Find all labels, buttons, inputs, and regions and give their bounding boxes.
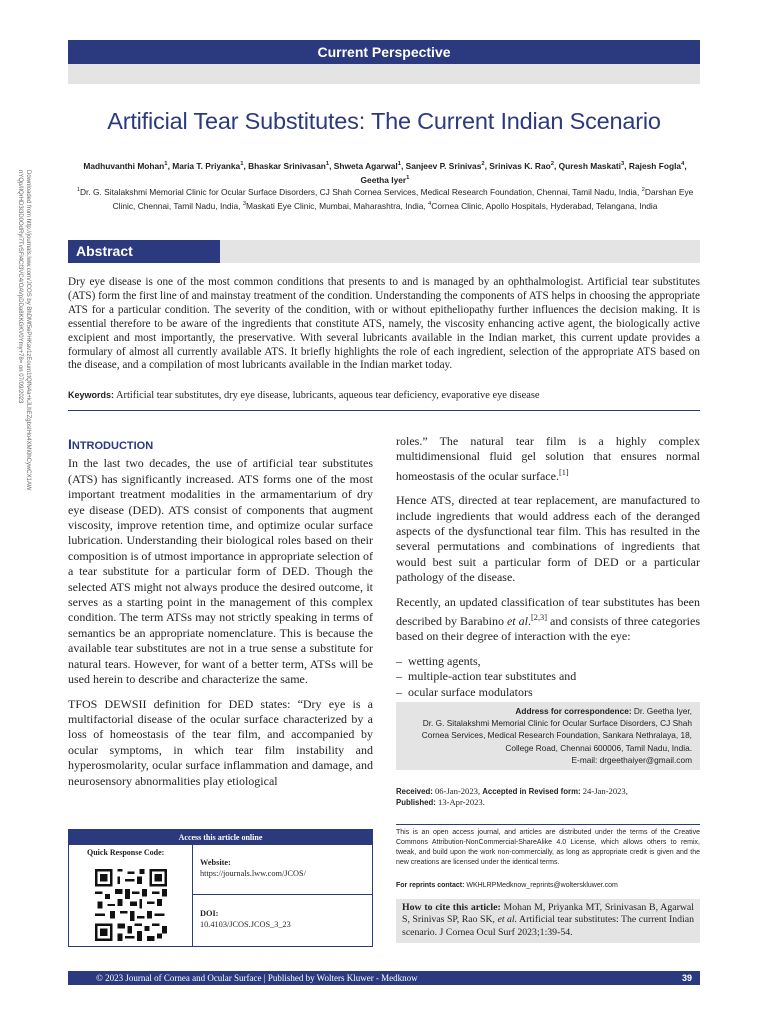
section-banner-strip (68, 64, 700, 84)
correspondence-email: E-mail: drgeethaiyer@gmail.com (571, 754, 692, 765)
qr-cell (69, 845, 193, 946)
cite-text: Mohan M, Priyanka MT, Srinivasan B, Agarwal S, Srinivas SP, Rao SK, et al. Artificial tear substitutes: The current Indian scenario. J Cornea Ocul Surf 2023;1:39-54. (402, 902, 694, 938)
article-title: Artificial Tear Substitutes: The Current Indian Scenario (107, 108, 661, 134)
introduction-heading-cap: I (68, 436, 72, 452)
keywords (68, 389, 700, 402)
list-item: – wetting agents, (396, 653, 481, 668)
qr-code-icon[interactable] (95, 869, 167, 941)
intro-paragraph-3: roles.” The natural tear film is a highly complex multidimensional fluid gel solution that ensures normal homeostasis of the ocular surface.[1] (396, 434, 700, 483)
website-label: Website: (200, 858, 231, 867)
introduction-heading-rest: NTRODUCTION (71, 440, 154, 452)
doi-cell (193, 896, 372, 946)
intro-paragraph-5: Recently, an updated classification of tear substitutes has been described by Barabino et al.[2,3] and consists of three categories based on their degree of interaction with the eye: (396, 594, 700, 644)
abstract-heading-strip (220, 240, 700, 263)
intro-paragraph-2: TFOS DEWSII definition for DED states: “Dry eye is a multifactorial disease of the ocular surface characterized by a loss of homeostasis of the tear film, and accompanied by ocular symptoms, in which tear film instability and hyperosmolarity, ocular surface inflammation and damage, and neurosensory abnormalities play etiological (68, 696, 373, 788)
correspondence-name: Dr. Geetha Iyer, (631, 706, 692, 716)
website-link[interactable]: https://journals.lww.com/JCOS/ (200, 869, 306, 878)
qr-label: Quick Response Code: (87, 848, 165, 857)
correspondence-address-2: Cornea Services, Medical Research Foundation, Sankara Nethralaya, 18, (421, 730, 692, 741)
abstract-heading: Abstract (68, 240, 220, 263)
footer-copyright: © 2023 Journal of Cornea and Ocular Surface | Published by Wolters Kluwer - Medknow (96, 973, 418, 983)
website-cell (193, 845, 372, 895)
cite-label: How to cite this article: (402, 902, 501, 913)
correspondence-address-3: College Road, Chennai 600006, Tamil Nadu, India. (505, 742, 692, 753)
keywords-text: Artificial tear substitutes, dry eye disease, lubricants, aqueous tear deficiency, evaporative eye disease (114, 390, 540, 401)
correspondence-label: Address for correspondence: (515, 706, 632, 716)
reprints-contact: For reprints contact: WKHLRPMedknow_reprints@wolterskluwer.com (396, 882, 618, 889)
page-number: 39 (681, 973, 692, 983)
list-item: – ocular surface modulators (396, 684, 533, 699)
license-divider (396, 824, 700, 825)
access-article-box (68, 829, 373, 947)
watermark-line-2: nYQp/IlQrHD3i3D0OdRyi7TvSFl4Cf3VC4/OAVpDDa8KKGKV0Ymy+78= on 07/09/2023 (17, 170, 23, 404)
list-item: – multiple-action tear substitutes and (396, 669, 577, 684)
correspondence-address-1: Dr. G. Sitalakshmi Memorial Clinic for Ocular Surface Disorders, CJ Shah (422, 718, 692, 729)
doi-label: DOI: (200, 909, 219, 918)
introduction-heading (68, 437, 373, 454)
how-to-cite-box (396, 899, 700, 943)
license-text: This is an open access journal, and articles are distributed under the terms of the Creative Commons Attribution-NonCommercial-ShareAlike 4.0 License, which allows others to remix, tweak, and build upon the work non-commercially, as long as appropriate credit is given and the new creations are licensed under the identical terms. (396, 829, 700, 867)
section-banner: Current Perspective (68, 40, 700, 64)
page-footer (68, 971, 700, 985)
intro-paragraph-4: Hence ATS, directed at tear replacement, are manufactured to include ingredients that would address each of the deranged aspects of the dysfunctional tear film. This has resulted in the several permutations and combinations of ingredients that would best suit a particular form of DED or a particular pathology of the disease. (396, 493, 700, 585)
affiliations: $^1$Dr. G. Sitalakshmi Memorial Clinic for Ocular Surface Disorders, CJ Shah Cornea Services, Medical Research Foundation, Chennai, Tamil Nadu, India, $^2$Darshan Eye Clinic, Chennai, Tamil Nadu, India, $^3$Maskati Eye Clinic, Mumbai, Maharashtra, India, $^4$Cornea Clinic, Apollo Hospitals, Hyderabad, Telangana, India (76, 186, 694, 211)
access-heading: Access this article online (69, 830, 372, 845)
intro-paragraph-1: In the last two decades, the use of artificial tear substitutes (ATS) has significantly increased. ATS forms one of the most important treatment modalities in the armamentarium of dry eye disease (DED). ATS consist of components that augment viscosity, improve retention time, and optimize ocular surface lubrication. Understanding their biological roles based on their composition is of utmost importance in appropriate selection of a tear substitute for a particular form of DED. Though the selected ATS might not always produce the desired outcome, it serves as a starting point in the management of this complex condition. The term ATSs may not strictly speaking in terms of semantics be an appropriate nomenclature. This is because the available tear substitutes are not in a true sense a substitute for natural tears. However, for want of a better term, ATSs will be used herein to describe and characterize the same. (68, 456, 373, 687)
keywords-label: Keywords: (68, 390, 115, 400)
author-list: Madhuvanthi Mohan$^1$, Maria T. Priyanka$^1$, Bhaskar Srinivasan$^1$, Shweta Agarwal$^1$, Sanjeev P. Srinivas$^2$, Srinivas K. Rao$^2$, Quresh Maskati$^3$, Rajesh Fogla$^4$, Geetha Iyer$^1$ (83, 160, 687, 185)
watermark-line-1: Downloaded from http://journals.lww.com/JCOS by BhDMf5ePHKav1zEoum1tQfN4a+kJLhEZgbsIHo4XMi0hCywCX1AW (25, 170, 31, 491)
article-dates: Received: 06-Jan-2023, Accepted in Revised form: 24-Jan-2023, Published: 13-Apr-2023. (396, 786, 628, 808)
reprints-email[interactable]: WKHLRPMedknow_reprints@wolterskluwer.com (464, 882, 618, 889)
abstract-text: Dry eye disease is one of the most common conditions that presents to and is managed by an ophthalmologist. Artificial tear substitutes (ATS) form the first line of and mainstay treatment of the condition. Understanding the components of ATS helps in choosing the appropriate ATS for a particular condition. The severity of the condition, with or without epitheliopathy further influences the decision making. It is essential therefore to be aware of the ingredients that constitute ATS, namely, the viscosity enhancing active agent, the biologically active excipient and most importantly, the preservative. With several lubricants available in the Indian market, this current update provides a formulary of almost all currently available ATS. It briefly highlights the role of each ingredient, selection of the appropriate ATS based on the disease, and a compilation of most lubricants available in the Indian market today. (68, 276, 700, 372)
doi-link[interactable]: 10.4103/JCOS.JCOS_3_23 (200, 920, 291, 929)
correspondence-box (396, 702, 700, 770)
download-watermark (18, 170, 52, 910)
left-column (68, 437, 373, 798)
classification-list (396, 654, 700, 700)
right-column (396, 434, 700, 708)
keywords-divider (68, 410, 700, 411)
